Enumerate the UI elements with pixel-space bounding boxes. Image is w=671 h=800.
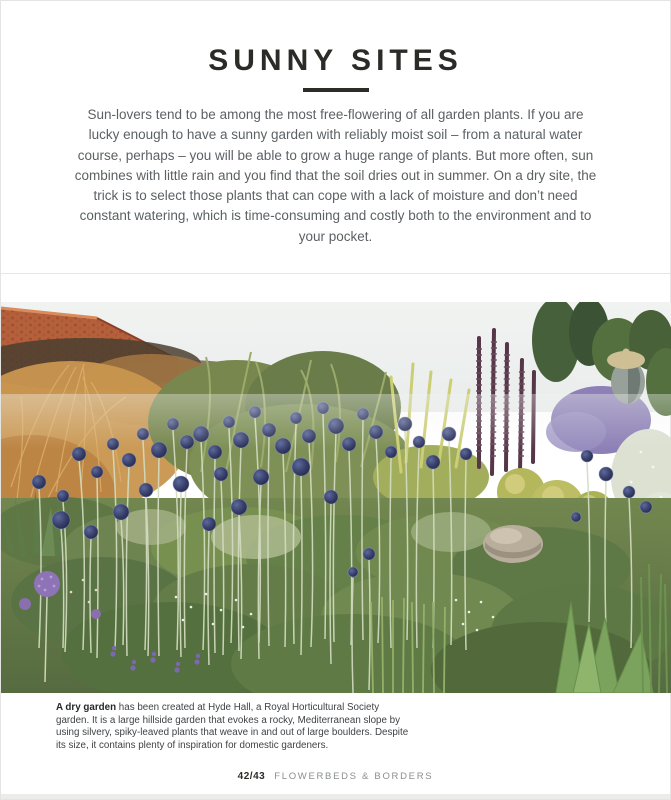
section-name: FLOWERBEDS & BORDERS [274,771,434,782]
page-numbers: 42/43 [237,771,266,782]
dry-garden-photo-illustration [1,302,671,693]
dry-garden-photo [1,302,671,693]
title-underline-rule [303,88,369,92]
caption-lead: A dry garden [56,702,117,714]
boulder [483,525,543,563]
photo-caption [56,702,412,752]
page-footer [1,766,670,784]
intro-paragraph: Sun-lovers tend to be among the most free-flowering of all garden plants. If you are lucky enough to have a sunny garden with reliably moist soil – from a natural water course, perhaps – you will be able to grow a huge range of plants. But more often, sun combines with little rain and you find that the soil dries out in summer. On a dry site, the trick is to select those plants that can cope with a lack of moisture and don’t need constant watering, which is time-consuming and costly both to the environment and to your pocket. [74,107,597,244]
page-bottom-edge [1,794,670,799]
section-divider [1,273,670,274]
haze-overlay [1,394,671,449]
caption-body: has been created at Hyde Hall, a Royal Horticultural Society garden. It is a large hillside garden that evokes a rocky, Mediterranean slope by using silvery, spiky-leaved plants that weave in and out of large boulders. Despite its size, it contains plenty of inspiration for domestic gardeners. [56,702,409,751]
page-title: SUNNY SITES [208,44,463,77]
